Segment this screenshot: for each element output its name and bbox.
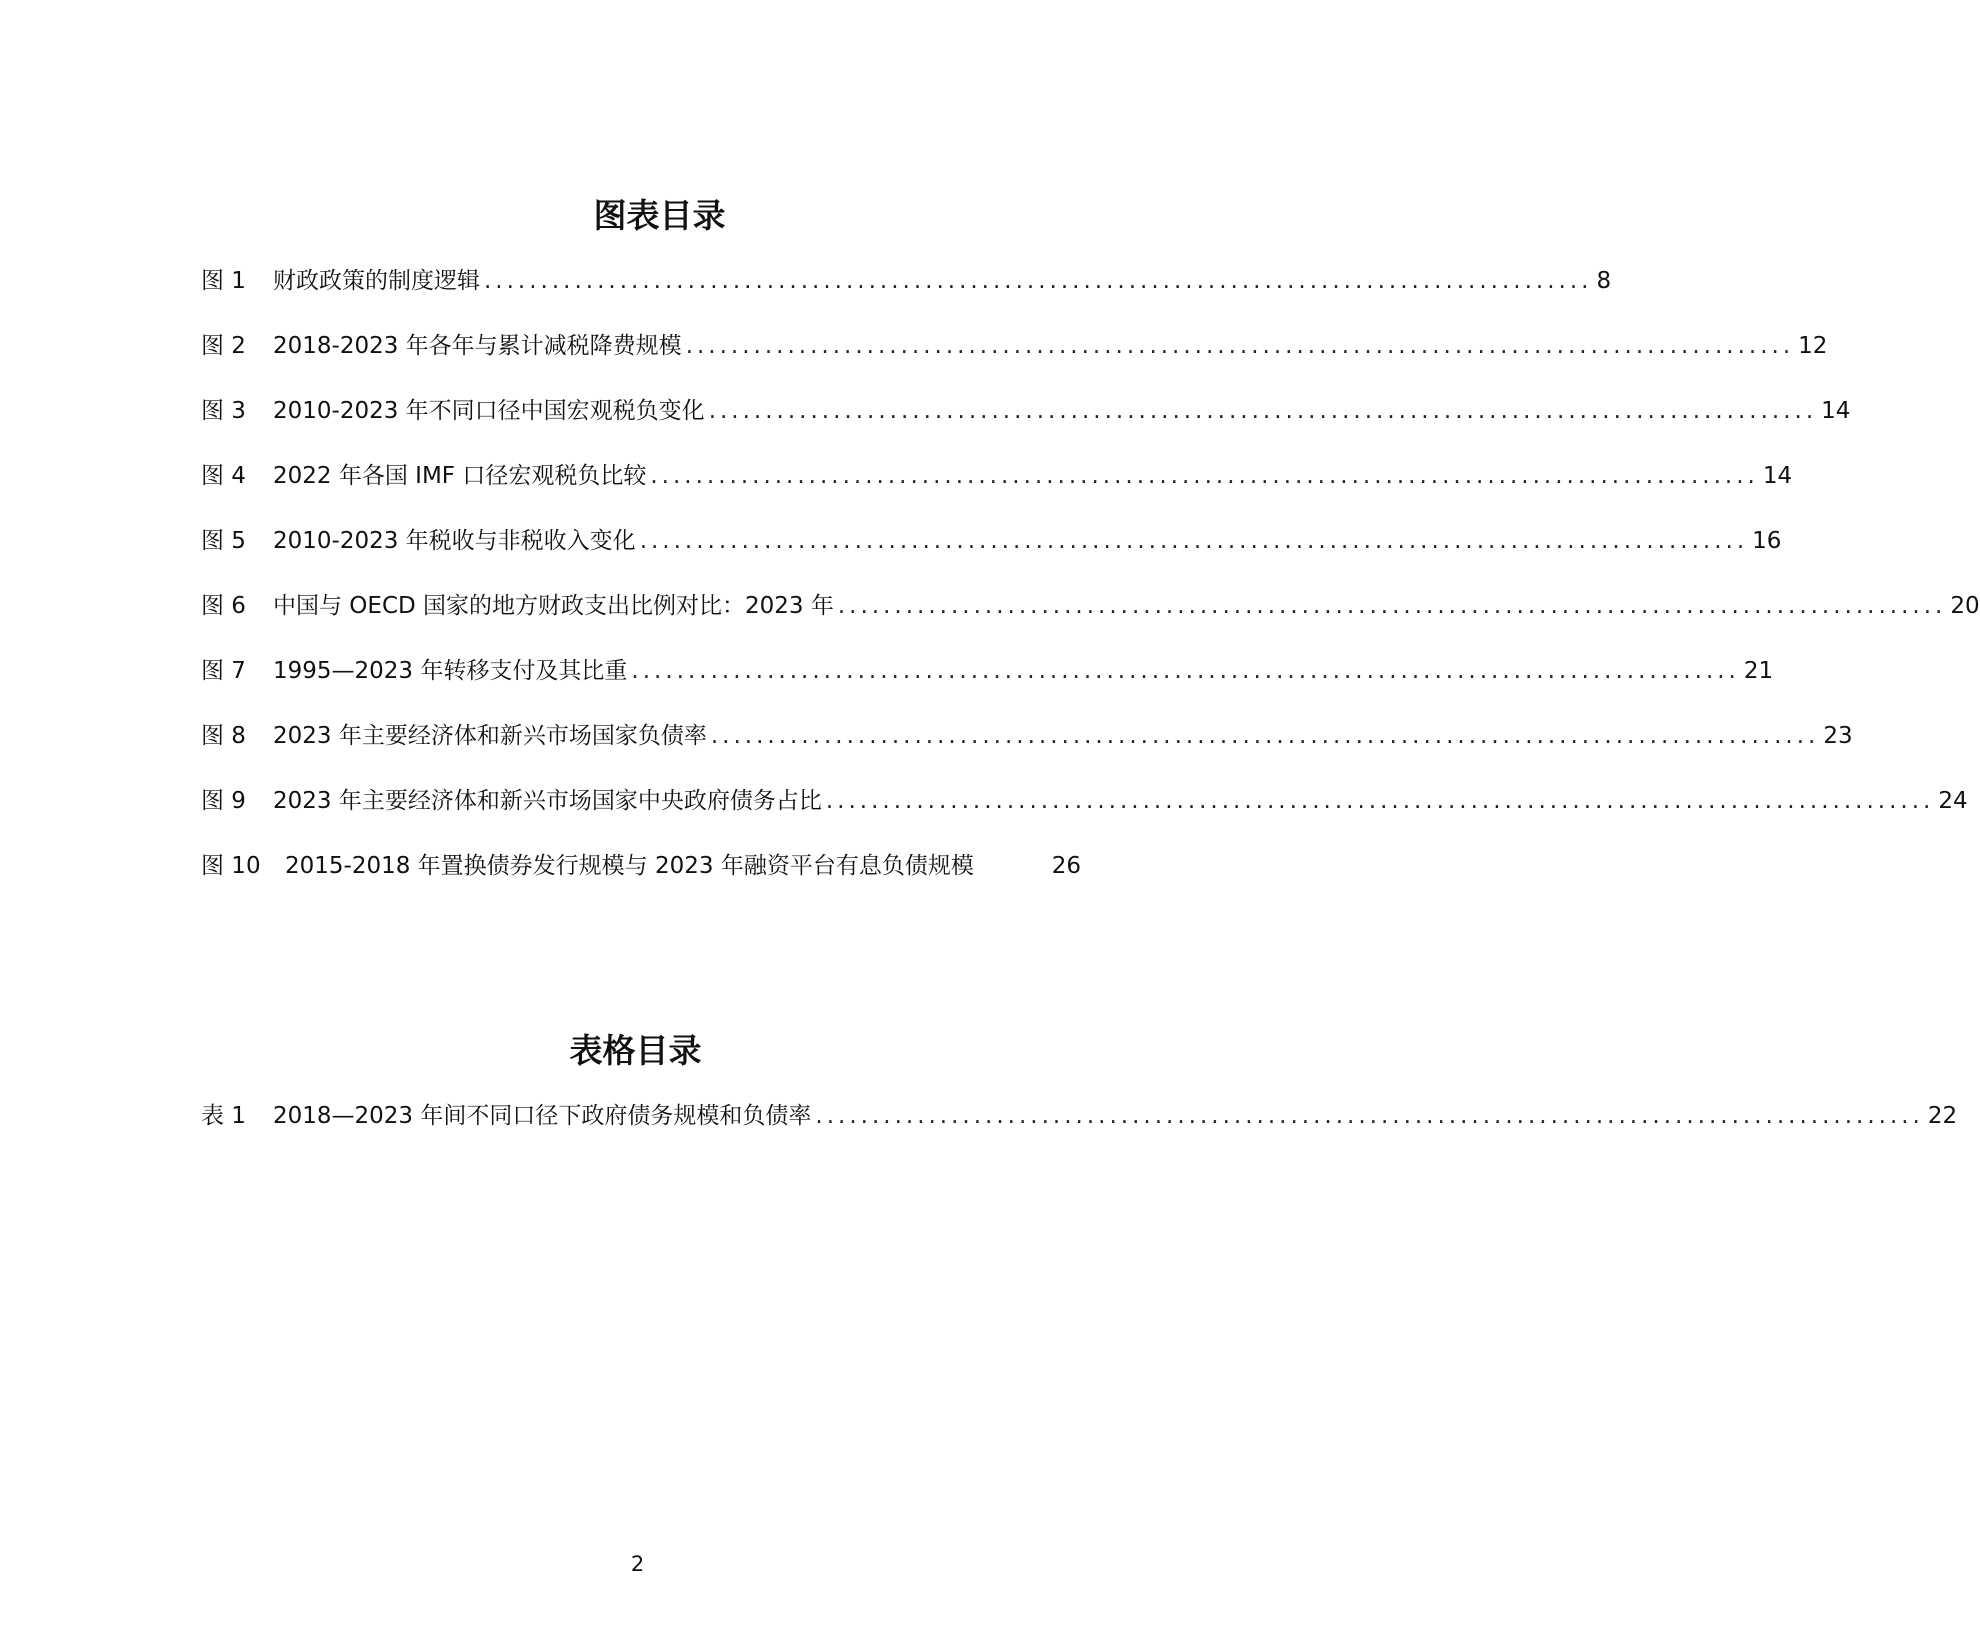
toc-entry-figure-4[interactable] bbox=[201, 460, 1793, 525]
entry-page: 26 bbox=[1051, 853, 1081, 879]
toc-entry-figure-6[interactable] bbox=[201, 590, 1980, 655]
toc-entry-figure-1[interactable] bbox=[201, 265, 1612, 330]
entry-title: 2010-2023 年不同口径中国宏观税负变化 bbox=[273, 398, 705, 424]
entry-title: 2015-2018 年置换债券发行规模与 2023 年融资平台有息负债规模 bbox=[285, 853, 974, 879]
entry-page: 20 bbox=[1950, 593, 1980, 619]
figure-toc-list bbox=[201, 265, 1980, 915]
entry-number: 图 3 bbox=[201, 398, 246, 424]
entry-number: 表 1 bbox=[201, 1103, 246, 1129]
entry-title: 2022 年各国 IMF 口径宏观税负比较 bbox=[273, 463, 647, 489]
toc-entry-table-1[interactable] bbox=[201, 1100, 1958, 1165]
dot-leader: .................................................................................................. bbox=[708, 398, 1818, 424]
entry-number: 图 4 bbox=[201, 463, 246, 489]
entry-page: 23 bbox=[1823, 723, 1853, 749]
entry-title: 2023 年主要经济体和新兴市场国家中央政府债务占比 bbox=[273, 788, 822, 814]
dot-leader: .................................................................................................. bbox=[837, 593, 1947, 619]
entry-number: 图 7 bbox=[201, 658, 246, 684]
dot-leader: .................................................................................................. bbox=[825, 788, 1935, 814]
entry-page: 16 bbox=[1752, 528, 1782, 554]
dot-leader: .................................................................................................. bbox=[639, 528, 1749, 554]
entry-page: 8 bbox=[1596, 268, 1612, 294]
entry-title: 财政政策的制度逻辑 bbox=[273, 268, 480, 294]
toc-entry-figure-5[interactable] bbox=[201, 525, 1782, 590]
entry-number: 图 6 bbox=[201, 593, 246, 619]
dot-leader: .................................................................................................. bbox=[685, 333, 1795, 359]
entry-title: 2023 年主要经济体和新兴市场国家负债率 bbox=[273, 723, 707, 749]
entry-page: 12 bbox=[1798, 333, 1828, 359]
toc-entry-figure-10[interactable] bbox=[201, 850, 1081, 915]
entry-page: 14 bbox=[1821, 398, 1851, 424]
toc-entry-figure-7[interactable] bbox=[201, 655, 1774, 720]
toc-entry-figure-3[interactable] bbox=[201, 395, 1851, 460]
dot-leader: .................................................................................................. bbox=[484, 268, 1593, 294]
dot-leader: .................................................................................................. bbox=[815, 1103, 1924, 1129]
dot-leader: .................................................................................................. bbox=[631, 658, 1740, 684]
entry-title: 2010-2023 年税收与非税收入变化 bbox=[273, 528, 636, 554]
entry-title: 中国与 OECD 国家的地方财政支出比例对比：2023 年 bbox=[273, 593, 834, 619]
entry-number: 图 5 bbox=[201, 528, 246, 554]
dot-leader: .................................................................................................. bbox=[650, 463, 1759, 489]
entry-title: 1995—2023 年转移支付及其比重 bbox=[273, 658, 628, 684]
toc-entry-figure-2[interactable] bbox=[201, 330, 1828, 395]
entry-number: 图 1 bbox=[201, 268, 246, 294]
toc-entry-figure-8[interactable] bbox=[201, 720, 1853, 785]
entry-number: 图 2 bbox=[201, 333, 246, 359]
entry-number: 图 9 bbox=[201, 788, 246, 814]
entry-page: 22 bbox=[1927, 1103, 1958, 1129]
figure-toc-heading: 图表目录 bbox=[593, 196, 726, 235]
table-toc-heading: 表格目录 bbox=[569, 1031, 702, 1070]
dot-leader: .................................................................................................. bbox=[710, 723, 1820, 749]
entry-page: 21 bbox=[1743, 658, 1774, 684]
entry-number: 图 10 bbox=[201, 853, 261, 879]
toc-entry-figure-9[interactable] bbox=[201, 785, 1968, 850]
entry-title: 2018—2023 年间不同口径下政府债务规模和负债率 bbox=[273, 1103, 812, 1129]
entry-title: 2018-2023 年各年与累计减税降费规模 bbox=[273, 333, 682, 359]
entry-page: 14 bbox=[1762, 463, 1793, 489]
entry-number: 图 8 bbox=[201, 723, 246, 749]
entry-page: 24 bbox=[1938, 788, 1968, 814]
table-toc-list bbox=[201, 1100, 1958, 1165]
page-number: 2 bbox=[630, 1552, 645, 1576]
